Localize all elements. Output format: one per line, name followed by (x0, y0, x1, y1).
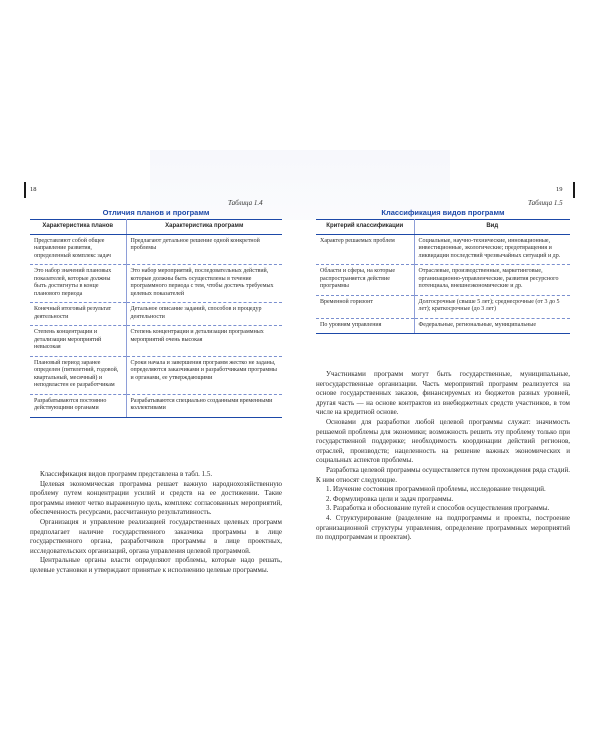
table-cell: Характер решаемых проблем (316, 234, 414, 265)
paragraph: Организация и управление реализацией государственных целевых программ предполагает наличие государственного заказчика программы в лице государственного органа, разработчиков программы в лице проектных, исследовательских организаций, органа управления целевой программой. (30, 517, 282, 555)
paragraph: Центральные органы власти определяют проблемы, которые надо решать, целевые установки и утверждают принятые к исполнению целевые программы. (30, 556, 282, 574)
table-row (30, 303, 282, 326)
table-label-right: Таблица 1.5 (528, 199, 563, 207)
table-cell: Отраслевые, производственные, маркетинговые, организационно-управленческие, развития ресурсного потенциала, внешнеэкономические и др. (414, 265, 570, 296)
page-marker-left (24, 182, 26, 198)
paragraph: Основами для разработки любой целевой программы служат: значимость решаемой проблемы для экономики; возможность решить эту проблему только при государственной поддержке; необходимость координации действий регионов, отраслей, производств; нацеленность на решение важных экономических и социальных аспектов проблемы. (316, 417, 570, 465)
body-text-right (316, 370, 570, 543)
paragraph: Целевая экономическая программа решает важную народнохозяйственную проблему путем концентрации усилий и средств на ее достижении. Такие программы имеют четко выраженную цель, комплекс согласованных мероприятий, обеспеченность ресурсами, рассчитанную результативность. (30, 479, 282, 517)
paragraph: Участниками программ могут быть государственные, муниципальные, негосударственные организации. Часть мероприятий программ реализуется на основе государственных заказов, финансируемых из бюджетов разных уровней, другая часть — на основе контрактов из внебюджетных средств участников, в том числе на кредитной основе. (316, 370, 570, 417)
paragraph: 2. Формулировка цели и задач программы. (326, 494, 454, 503)
table-row (30, 326, 282, 357)
paragraph: 3. Разработка и обоснование путей и способов осуществления программы. (326, 504, 550, 513)
table-cell: Конечный итоговый результат деятельности (30, 303, 126, 326)
page-number-right: 19 (556, 186, 563, 193)
table-header: Характеристика планов (30, 220, 126, 235)
table-row (30, 394, 282, 417)
table-cell: Представляют собой общее направление развития, определенный комплекс задач (30, 234, 126, 265)
table-cell: Разрабатываются постоянно действующими органами (30, 394, 126, 417)
table-plans-vs-programs (30, 219, 282, 418)
table-row (316, 295, 570, 318)
table-row (30, 356, 282, 394)
table-label-left: Таблица 1.4 (228, 199, 263, 207)
table-row (30, 234, 282, 265)
table-cell: Это набор значений плановых показателей, которые должны быть достигнуты в конце планового периода (30, 265, 126, 303)
table-cell: Социальные, научно-технические, инновационные, инвестиционные, экологические; предотвращения и ликвидации последствий чрезвычайных ситуаций и др. (414, 234, 570, 265)
table-header: Вид (414, 220, 570, 235)
table-cell: Детальное описание заданий, способов и процедур деятельности (126, 303, 282, 326)
table-cell: Степень концентрации и детализации программных мероприятий очень высокая (126, 326, 282, 357)
page-marker-right (573, 182, 575, 198)
paragraph: 1. Изучение состояния программной проблемы, исследование тенденций. (326, 485, 546, 494)
table-cell: Это набор мероприятий, последовательных действий, которые должны быть осуществлены в течение программного периода с тем, чтобы достичь требуемых целевых показателей (126, 265, 282, 303)
table-header: Критерий классификации (316, 220, 414, 235)
page-number-left: 18 (30, 186, 37, 193)
table-cell: Федеральные, региональные, муниципальные (414, 318, 570, 334)
body-text-left (30, 470, 282, 576)
paragraph: Классификация видов программ представлена в табл. 1.5. (40, 470, 213, 478)
paragraph: 4. Структурирование (разделение на подпрограммы и проекты, построение организационной структуры управления, определение программных мероприятий по подпрограммам и проектам). (316, 513, 570, 542)
paragraph: Разработка целевой программы осуществляется путем прохождения ряда стадий. К ним относят следующие. (316, 465, 570, 484)
table-cell: Предлагают детальное решение одной конкретной проблемы (126, 234, 282, 265)
table-cell: Разрабатываются специально созданными временными коллективами (126, 394, 282, 417)
table-header: Характеристика программ (126, 220, 282, 235)
table-row (316, 234, 570, 265)
table-row (30, 265, 282, 303)
table-row (316, 318, 570, 334)
table-cell: Сроки начала и завершения программ жестко не заданы, определяются заказчиками и разработчиками программы и органами, ее утверждающими (126, 356, 282, 394)
table-title-left: Отличия планов и программ (102, 208, 210, 217)
table-cell: Области и сферы, на которые распространяется действие программы (316, 265, 414, 296)
table-cell: По уровням управления (316, 318, 414, 334)
table-cell: Долгосрочные (свыше 5 лет); среднесрочные (от 3 до 5 лет); краткосрочные (до 3 лет) (414, 295, 570, 318)
table-cell: Степень концентрации и детализации мероприятий невысокая (30, 326, 126, 357)
table-cell: Временной горизонт (316, 295, 414, 318)
table-program-classification (316, 219, 570, 334)
table-title-right: Классификация видов программ (381, 208, 505, 217)
table-row (316, 265, 570, 296)
table-cell: Плановый период заранее определен (пятилетний, годовой, квартальный, месячный) и неподвластен ее разработчикам (30, 356, 126, 394)
